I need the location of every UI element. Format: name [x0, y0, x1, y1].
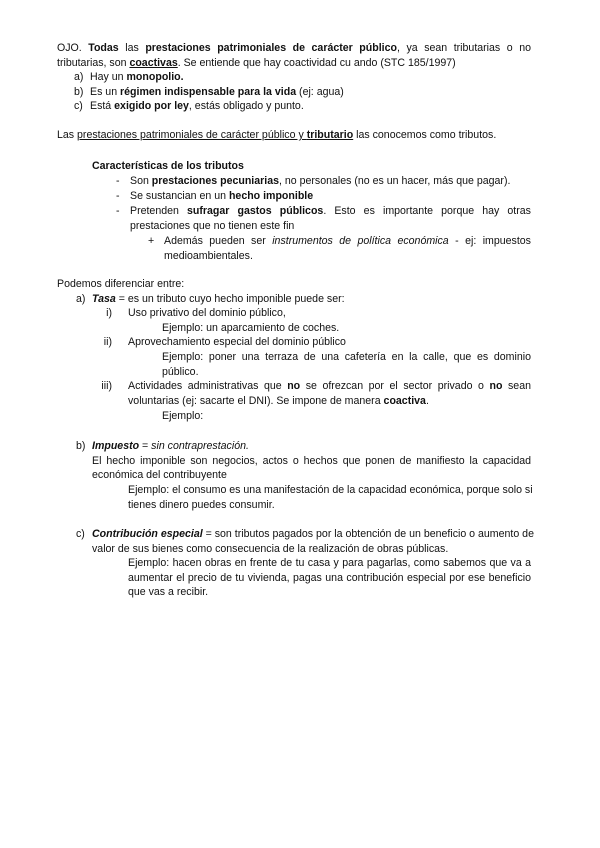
- text-segment: , no personales (no es un hacer, más que pagar).: [278, 175, 511, 187]
- emphasized-text: Impuesto: [92, 440, 140, 452]
- text-line: [162, 366, 199, 379]
- text-segment: OJO.: [57, 42, 89, 54]
- text-line: [90, 71, 184, 84]
- text-segment: . Se entiende que hay coactividad cu ando (STC 185/1997): [177, 57, 456, 69]
- text-segment: las: [118, 42, 146, 54]
- text-segment: - ej: impuestos: [448, 235, 531, 247]
- emphasized-text: prestaciones patrimoniales de carácter público y: [77, 129, 307, 141]
- emphasized-text: exigido por ley: [114, 100, 189, 112]
- emphasized-text: instrumentos de política económica: [272, 235, 449, 247]
- emphasized-text: sufragar gastos públicos: [187, 205, 324, 217]
- text-line: [130, 175, 510, 188]
- emphasized-text: monopolio.: [126, 71, 184, 83]
- text-line: [92, 160, 244, 173]
- text-line: [162, 322, 339, 335]
- text-line: [92, 440, 249, 453]
- text-segment: Está: [90, 100, 115, 112]
- emphasized-text: coactivas: [129, 57, 178, 69]
- emphasized-text: coactiva: [383, 395, 426, 407]
- text-line: [128, 499, 275, 512]
- list-marker: a): [74, 71, 84, 83]
- text-segment: se ofrezcan por el sector privado o: [300, 380, 490, 392]
- list-marker: -: [116, 175, 120, 187]
- text-segment: tienes dinero puedes consumir.: [128, 499, 275, 511]
- list-marker: c): [76, 528, 85, 540]
- text-line: [128, 586, 208, 599]
- text-segment: medioambientales.: [164, 250, 253, 262]
- text-segment: Uso privativo del dominio público,: [128, 307, 286, 319]
- text-line: [128, 484, 533, 497]
- text-segment: tributarias, son: [57, 57, 130, 69]
- text-line: [57, 57, 456, 70]
- text-line: [128, 380, 531, 393]
- text-line: [57, 278, 184, 291]
- text-segment: sean: [502, 380, 531, 392]
- text-segment: .: [425, 395, 429, 407]
- text-segment: que vas a recibir.: [128, 586, 209, 598]
- list-marker: a): [76, 293, 86, 305]
- text-line: [92, 543, 448, 556]
- text-line: [162, 351, 531, 364]
- text-segment: aumentar el precio de tu vivienda, pagas una contribución especial por ese beneficio: [128, 572, 531, 584]
- text-segment: El hecho imponible son negocios, actos o hechos que ponen de manifiesto la capacidad: [92, 455, 531, 467]
- text-segment: Actividades administrativas que: [128, 380, 288, 392]
- text-line: [90, 100, 304, 113]
- text-segment: . Esto es importante porque hay otras: [323, 205, 531, 217]
- text-segment: voluntarias (ej: sacarte el DNI). Se impone de manera: [128, 395, 384, 407]
- text-line: [128, 336, 346, 349]
- text-line: [92, 455, 531, 468]
- text-line: [90, 86, 344, 99]
- text-line: [162, 410, 203, 423]
- text-line: [128, 395, 429, 408]
- list-marker: c): [74, 100, 83, 112]
- text-line: [164, 235, 531, 248]
- emphasized-text: Todas: [88, 42, 119, 54]
- text-segment: Ejemplo: un aparcamiento de coches.: [162, 322, 340, 334]
- text-segment: público.: [162, 366, 199, 378]
- text-line: [130, 205, 531, 218]
- text-segment: , ya sean tributarias o no: [396, 42, 531, 54]
- emphasized-text: no: [287, 380, 301, 392]
- list-marker: -: [116, 205, 120, 217]
- text-line: [128, 307, 286, 320]
- text-segment: = son tributos pagados por la obtención de un beneficio o aumento de: [202, 528, 534, 540]
- list-marker: b): [74, 86, 84, 98]
- emphasized-text: Tasa: [92, 293, 116, 305]
- text-line: [92, 293, 345, 306]
- list-marker: ii): [103, 336, 112, 348]
- text-line: [128, 557, 531, 570]
- text-segment: las conocemos como tributos.: [353, 129, 497, 141]
- emphasized-text: no: [489, 380, 503, 392]
- text-segment: Se sustancian en un: [130, 190, 229, 202]
- emphasized-text: prestaciones patrimoniales de carácter público: [145, 42, 397, 54]
- text-line: [57, 42, 531, 55]
- text-segment: =: [139, 440, 152, 452]
- text-segment: Hay un: [90, 71, 127, 83]
- text-segment: económica del contribuyente: [92, 469, 227, 481]
- text-segment: Ejemplo:: [162, 410, 204, 422]
- text-segment: Ejemplo: el consumo es una manifestación de la capacidad económica, porque solo si: [128, 484, 533, 496]
- list-marker: iii): [101, 380, 112, 392]
- text-segment: Son: [130, 175, 152, 187]
- text-line: [130, 220, 294, 233]
- text-line: [128, 572, 531, 585]
- list-marker: b): [76, 440, 86, 452]
- text-segment: prestaciones que no tienen este fin: [130, 220, 295, 232]
- list-marker: +: [148, 235, 155, 247]
- text-line: [164, 250, 253, 263]
- text-line: [92, 469, 227, 482]
- text-segment: Ejemplo: hacen obras en frente de tu casa y para pagarlas, como sabemos que va a: [128, 557, 531, 569]
- text-segment: = es un tributo cuyo hecho imponible puede ser:: [115, 293, 345, 305]
- text-segment: Las: [57, 129, 78, 141]
- text-line: [57, 129, 496, 142]
- emphasized-text: Contribución especial: [92, 528, 203, 540]
- text-segment: Características de los tributos: [92, 160, 244, 172]
- text-segment: , estás obligado y punto.: [188, 100, 304, 112]
- text-segment: Pretenden: [130, 205, 187, 217]
- text-segment: valor de sus bienes como consecuencia de la realización de obras públicas.: [92, 543, 449, 555]
- text-segment: Aprovechamiento especial del dominio público: [128, 336, 346, 348]
- text-line: [92, 528, 534, 541]
- emphasized-text: tributario: [306, 129, 354, 141]
- text-line: [130, 190, 313, 203]
- list-marker: -: [116, 190, 120, 202]
- text-segment: Podemos diferenciar entre:: [57, 278, 185, 290]
- text-segment: Además pueden ser: [164, 235, 273, 247]
- list-marker: i): [106, 307, 112, 319]
- emphasized-text: sin contraprestación.: [151, 440, 249, 452]
- emphasized-text: hecho imponible: [228, 190, 314, 202]
- text-segment: (ej: agua): [296, 86, 344, 98]
- text-segment: Es un: [90, 86, 121, 98]
- emphasized-text: prestaciones pecuniarias: [151, 175, 279, 187]
- emphasized-text: régimen indispensable para la vida: [120, 86, 297, 98]
- text-segment: Ejemplo: poner una terraza de una cafetería en la calle, que es dominio: [162, 351, 531, 363]
